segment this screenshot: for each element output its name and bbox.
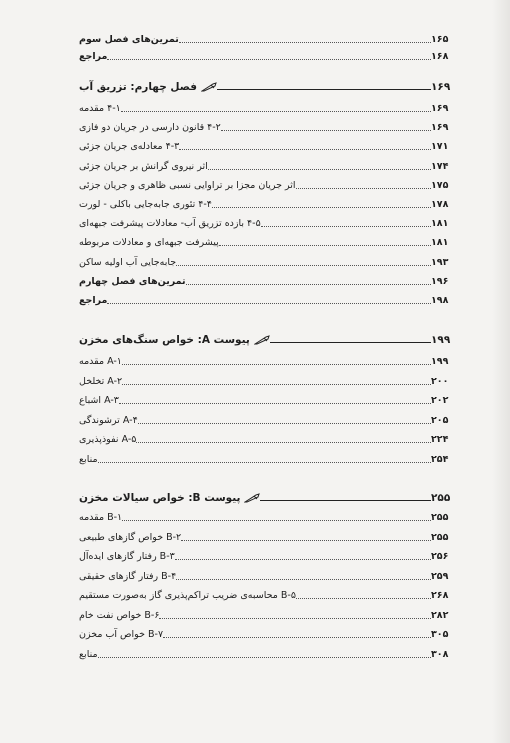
dot-leader [296, 598, 431, 599]
toc-entry-page: ۳۰۵ [431, 629, 449, 640]
toc-entry[interactable] [76, 157, 456, 173]
toc-entry-page: ۱۷۵ [431, 179, 449, 191]
toc-entry-label: منابع [79, 648, 98, 660]
toc-entry-page: ۱۸۱ [431, 237, 449, 249]
toc-entry-label: ۴-۲ قانون دارسی در جریان دو فازی [79, 122, 221, 134]
toc-entry-label: B-۷ خواص آب مخزن [79, 629, 164, 640]
toc-entry-page: ۲۶۸ [431, 590, 449, 601]
toc-entry[interactable] [76, 118, 456, 134]
dot-leader [175, 559, 431, 560]
toc-entry-label: B-۲ خواص گازهای طبیعی [79, 531, 182, 543]
dot-leader [107, 59, 431, 60]
dot-leader [221, 130, 431, 131]
dot-leader [122, 520, 431, 521]
toc-entry-label: B-۴ رفتار گازهای حقیقی [79, 570, 177, 582]
toc-entry-label: A-۴ ترشوندگی [79, 414, 138, 426]
toc-entry-page: ۲۲۴ [431, 434, 449, 445]
toc-entry-page: ۱۷۱ [431, 141, 449, 153]
toc-entry[interactable] [76, 528, 456, 544]
dot-leader [136, 442, 431, 443]
dot-leader [163, 637, 431, 638]
toc-entry[interactable] [76, 508, 456, 524]
toc-entry[interactable] [76, 214, 456, 230]
toc-entry-label: مراجع [79, 295, 108, 306]
toc-entry[interactable] [76, 47, 456, 63]
toc-entry-label: مراجع [79, 51, 108, 62]
chapter-heading[interactable] [76, 486, 456, 504]
toc-entry-page: ۱۹۶ [431, 275, 449, 287]
chapter-page: ۲۵۵ [431, 492, 451, 504]
toc-entry[interactable] [76, 195, 456, 211]
toc-entry-label: اثر نیروی گرانش بر جریان جزئی [79, 160, 208, 172]
dot-leader [98, 657, 431, 658]
chapter-title: پیوست B: خواص سیالات مخزن [76, 492, 260, 504]
toc-entry-label: ۴-۵ بازده تزریق آب- معادلات پیشرفت جبهه‌ای [79, 218, 261, 230]
toc-entry-label: پیشرفت جبهه‌ای و معادلات مربوطه [79, 237, 219, 249]
toc-entry[interactable] [76, 586, 456, 602]
chapter-page: ۱۹۹ [431, 334, 451, 346]
toc-entry-label: تمرین‌های فصل سوم [79, 34, 179, 45]
dot-leader [119, 403, 431, 404]
dot-leader [176, 579, 431, 580]
toc-entry-label: B-۳ رفتار گازهای ایده‌آل [79, 551, 175, 562]
heading-rule [260, 500, 431, 501]
toc-entry-label: A-۳ اشباع [79, 395, 119, 406]
toc-entry-page: ۲۵۵ [431, 531, 449, 543]
dot-leader [176, 265, 431, 266]
toc-entry-label: B-۵ محاسبه‌ی ضریب تراکم‌پذیری گاز به‌صورت مستقیم [79, 590, 296, 601]
chapter-heading[interactable] [76, 328, 456, 346]
pen-icon [254, 335, 270, 345]
dot-leader [186, 284, 431, 285]
chapter-title: پیوست A: خواص سنگ‌های مخزن [76, 334, 270, 346]
toc-entry[interactable] [76, 291, 456, 307]
toc-entry-label: ۴-۳ معادله‌ی جریان جزئی [79, 141, 180, 153]
dot-leader [138, 423, 431, 424]
dot-leader [208, 169, 431, 170]
toc-entry[interactable] [76, 606, 456, 622]
toc-entry-page: ۲۵۴ [431, 453, 449, 465]
chapter-heading[interactable] [76, 75, 456, 93]
toc-entry[interactable] [76, 372, 456, 388]
toc-entry[interactable] [76, 253, 456, 269]
dot-leader [122, 384, 431, 385]
dot-leader [121, 111, 431, 112]
toc-entry-page: ۳۰۸ [431, 648, 449, 660]
dot-leader [212, 207, 431, 208]
toc-entry-label: A-۵ نفوذپذیری [79, 434, 137, 445]
dot-leader [159, 618, 431, 619]
toc-entry-page: ۲۵۵ [431, 512, 449, 523]
toc-entry-page: ۲۰۲ [431, 395, 449, 406]
toc-entry-label: B-۶ خواص نفت خام [79, 609, 160, 621]
toc-entry[interactable] [76, 411, 456, 427]
toc-entry-page: ۱۸۱ [431, 218, 449, 230]
dot-leader [107, 303, 431, 304]
dot-leader [181, 540, 431, 541]
page-spine-shadow [492, 0, 510, 743]
toc-entry-label: A-۲ تخلخل [79, 375, 123, 387]
toc-entry-page: ۱۹۸ [431, 295, 449, 306]
toc-entry[interactable] [76, 391, 456, 407]
toc-entry[interactable] [76, 176, 456, 192]
toc-entry-page: ۱۷۸ [431, 199, 449, 210]
toc-entry[interactable] [76, 30, 456, 46]
chapter-page: ۱۶۹ [431, 81, 451, 93]
toc-entry-page: ۲۵۶ [431, 551, 449, 562]
toc-entry-page: ۲۰۵ [431, 414, 449, 426]
toc-entry-page: ۱۶۹ [431, 122, 449, 134]
toc-entry-label: ۴-۱ مقدمه [79, 103, 121, 114]
pen-icon [244, 493, 260, 503]
toc-entry[interactable] [76, 233, 456, 249]
toc-entry[interactable] [76, 352, 456, 368]
toc-entry[interactable] [76, 272, 456, 288]
dot-leader [179, 42, 431, 43]
toc-entry[interactable] [76, 547, 456, 563]
toc-entry[interactable] [76, 430, 456, 446]
toc-entry-label: جابه‌جایی آب اولیه ساکن [79, 256, 177, 268]
dot-leader [296, 188, 431, 189]
toc-entry[interactable] [76, 567, 456, 583]
toc-entry-label: منابع [79, 453, 98, 465]
heading-rule [217, 89, 431, 90]
toc-entry[interactable] [76, 450, 456, 466]
toc-entry-label: A-۱ مقدمه [79, 356, 122, 367]
heading-rule [270, 342, 431, 343]
toc-entry-label: اثر جریان مجزا بر تراوایی نسبی ظاهری و جریان جزئی [79, 179, 296, 191]
dot-leader [179, 149, 431, 150]
toc-entry[interactable] [76, 625, 456, 641]
toc-entry-page: ۲۵۹ [431, 570, 449, 582]
pen-icon [201, 82, 217, 92]
toc-entry-page: ۲۸۲ [431, 609, 449, 621]
dot-leader [98, 462, 431, 463]
toc-entry-page: ۱۶۵ [431, 34, 449, 45]
chapter-title: فصل چهارم: تزریق آب [76, 81, 217, 93]
toc-entry[interactable] [76, 99, 456, 115]
toc-entry-label: تمرین‌های فصل چهارم [79, 275, 186, 287]
toc-entry-page: ۱۶۹ [431, 103, 449, 114]
dot-leader [219, 245, 431, 246]
toc-entry-page: ۲۰۰ [431, 375, 449, 387]
toc-entry-label: B-۱ مقدمه [79, 512, 123, 523]
toc-entry-page: ۱۶۸ [431, 51, 449, 62]
toc-entry[interactable] [76, 137, 456, 153]
toc-entry[interactable] [76, 645, 456, 661]
toc-entry-label: ۴-۴ تئوری جابه‌جایی باکلی - لورت [79, 199, 212, 210]
dot-leader [261, 226, 431, 227]
toc-entry-page: ۱۷۴ [431, 160, 449, 172]
toc-entry-page: ۱۹۹ [431, 356, 449, 367]
dot-leader [122, 364, 431, 365]
toc-entry-page: ۱۹۳ [431, 256, 449, 268]
